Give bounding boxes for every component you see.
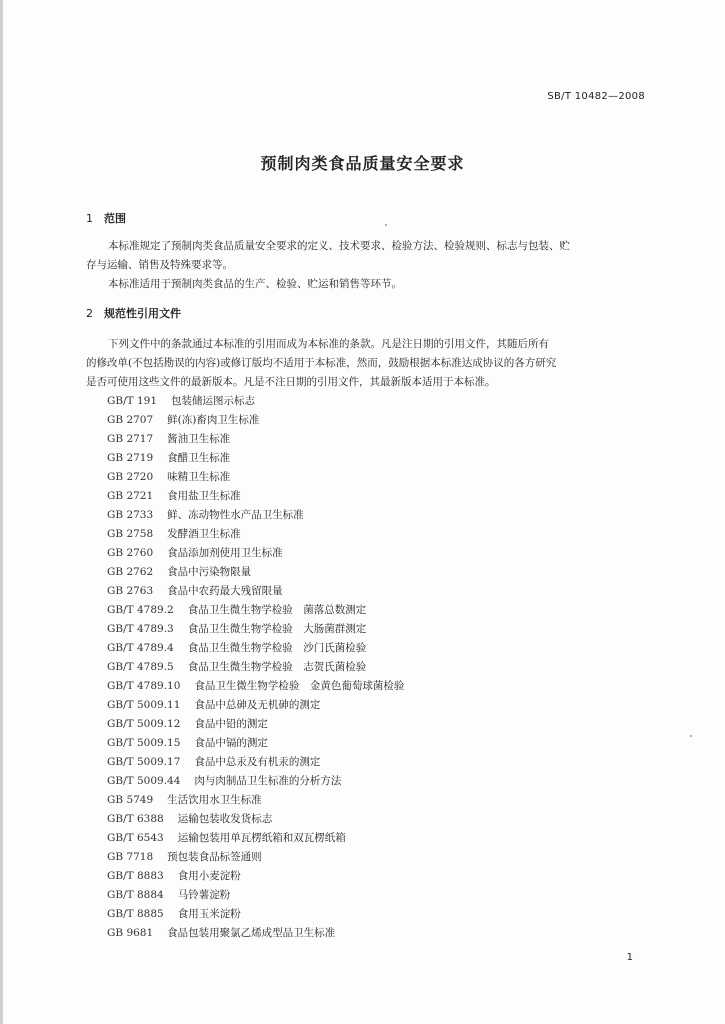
reference-title: 鲜、冻动物性水产品卫生标准 [167, 509, 304, 521]
reference-code: GB/T 8885 [107, 908, 164, 920]
reference-title: 发酵酒卫生标准 [167, 528, 241, 540]
section-1-number: 1 [86, 212, 93, 225]
reference-item [107, 639, 404, 658]
reference-item [107, 848, 404, 867]
reference-title: 食用玉米淀粉 [177, 908, 241, 920]
reference-code: GB 2733 [107, 509, 154, 521]
reference-title: 包装储运图示标志 [171, 395, 256, 407]
page-number: 1 [626, 952, 633, 963]
reference-code: GB/T 4789.5 [107, 661, 174, 673]
reference-item [107, 829, 404, 848]
scan-speck [690, 735, 692, 737]
reference-code: GB 2707 [107, 414, 154, 426]
reference-code: GB/T 5009.15 [107, 737, 181, 749]
reference-title: 生活饮用水卫生标准 [167, 794, 262, 806]
section-1-heading [86, 210, 126, 226]
reference-code: GB/T 4789.2 [107, 604, 174, 616]
reference-code: GB/T 5009.11 [107, 699, 181, 711]
reference-title: 食品卫生微生物学检验 金黄色葡萄球菌检验 [194, 680, 405, 692]
reference-item [107, 430, 404, 449]
reference-item [107, 487, 404, 506]
reference-item [107, 696, 404, 715]
section-2-title: 规范性引用文件 [104, 307, 181, 320]
reference-title: 运输包装收发货标志 [177, 813, 273, 825]
reference-item [107, 392, 404, 411]
reference-title: 肉与肉制品卫生标准的分析方法 [194, 775, 342, 787]
reference-code: GB 7718 [107, 851, 154, 863]
reference-item [107, 677, 404, 696]
reference-title: 鲜(冻)畜肉卫生标准 [167, 414, 260, 426]
reference-item [107, 753, 404, 772]
reference-title: 食品添加剂使用卫生标准 [167, 547, 283, 559]
reference-item [107, 886, 404, 905]
reference-title: 食品卫生微生物学检验 志贺氏菌检验 [187, 661, 367, 673]
reference-code: GB/T 5009.44 [107, 775, 181, 787]
reference-item [107, 734, 404, 753]
reference-code: GB/T 6388 [107, 813, 164, 825]
section-1-body [86, 237, 644, 294]
reference-title: 运输包装用单瓦楞纸箱和双瓦楞纸箱 [177, 832, 346, 844]
reference-item [107, 582, 404, 601]
reference-code: GB 9681 [107, 927, 154, 939]
reference-code: GB 2763 [107, 585, 154, 597]
reference-title: 食品卫生微生物学检验 菌落总数测定 [187, 604, 367, 616]
reference-item [107, 544, 404, 563]
reference-item [107, 867, 404, 886]
section-1-title: 范围 [104, 212, 126, 225]
reference-item [107, 411, 404, 430]
reference-code: GB/T 5009.12 [107, 718, 181, 730]
reference-code: GB/T 4789.3 [107, 623, 174, 635]
reference-code: GB 5749 [107, 794, 154, 806]
reference-list [107, 392, 404, 943]
reference-code: GB 2719 [107, 452, 154, 464]
reference-item [107, 658, 404, 677]
reference-item [107, 506, 404, 525]
reference-code: GB 2721 [107, 490, 154, 502]
reference-title: 食品中总砷及无机砷的测定 [194, 699, 321, 711]
reference-code: GB/T 191 [107, 395, 158, 407]
reference-code: GB/T 8884 [107, 889, 164, 901]
reference-title: 食品中农药最大残留限量 [167, 585, 283, 597]
reference-code: GB/T 4789.10 [107, 680, 181, 692]
scope-para-1-line-1: 本标准规定了预制肉类食品质量安全要求的定义、技术要求、检验方法、检验规则、标志与包装、贮 [108, 240, 570, 252]
reference-code: GB 2717 [107, 433, 154, 445]
reference-item [107, 449, 404, 468]
reference-title: 食用盐卫生标准 [167, 490, 241, 502]
reference-title: 马铃薯淀粉 [177, 889, 231, 901]
reference-item [107, 905, 404, 924]
page-title: 预制肉类食品质量安全要求 [260, 154, 465, 173]
reference-title: 食品中镉的测定 [194, 737, 268, 749]
reference-title: 食品卫生微生物学检验 大肠菌群测定 [187, 623, 367, 635]
reference-code: GB/T 6543 [107, 832, 164, 844]
refs-para-line-3: 是否可使用这些文件的最新版本。凡是不注日期的引用文件，其最新版本适用于本标准。 [86, 376, 496, 388]
reference-title: 食品中总汞及有机汞的测定 [194, 756, 321, 768]
reference-item [107, 601, 404, 620]
reference-item [107, 563, 404, 582]
reference-item [107, 810, 404, 829]
reference-title: 食醋卫生标准 [167, 452, 231, 464]
reference-title: 食品中污染物限量 [167, 566, 252, 578]
refs-para-line-2: 的修改单(不包括勘误的内容)或修订版均不适用于本标准，然而，鼓励根据本标准达成协议的各方研究 [86, 357, 557, 369]
reference-title: 食品中铅的测定 [194, 718, 268, 730]
scan-speck [385, 224, 387, 226]
reference-item [107, 791, 404, 810]
reference-code: GB 2760 [107, 547, 154, 559]
reference-item [107, 772, 404, 791]
scope-para-2: 本标准适用于预制肉类食品的生产、检验、贮运和销售等环节。 [108, 278, 402, 290]
standard-code: SB/T 10482—2008 [547, 91, 645, 102]
section-2-body [86, 335, 644, 392]
reference-item [107, 620, 404, 639]
reference-title: 食用小麦淀粉 [177, 870, 241, 882]
scope-para-1-line-2: 存与运输、销售及特殊要求等。 [86, 259, 233, 271]
reference-code: GB 2758 [107, 528, 154, 540]
reference-item [107, 715, 404, 734]
refs-para-line-1: 下列文件中的条款通过本标准的引用而成为本标准的条款。凡是注日期的引用文件，其随后所有 [108, 338, 549, 350]
reference-item [107, 924, 404, 943]
section-2-number: 2 [86, 307, 93, 320]
reference-title: 预包装食品标签通则 [167, 851, 262, 863]
section-2-heading [86, 305, 181, 321]
reference-code: GB 2762 [107, 566, 154, 578]
reference-title: 味精卫生标准 [167, 471, 231, 483]
reference-item [107, 468, 404, 487]
reference-code: GB/T 5009.17 [107, 756, 181, 768]
reference-title: 食品卫生微生物学检验 沙门氏菌检验 [187, 642, 367, 654]
reference-code: GB/T 4789.4 [107, 642, 174, 654]
reference-code: GB 2720 [107, 471, 154, 483]
reference-item [107, 525, 404, 544]
reference-title: 酱油卫生标准 [167, 433, 231, 445]
reference-title: 食品包装用聚氯乙烯成型品卫生标准 [167, 927, 336, 939]
reference-code: GB/T 8883 [107, 870, 164, 882]
